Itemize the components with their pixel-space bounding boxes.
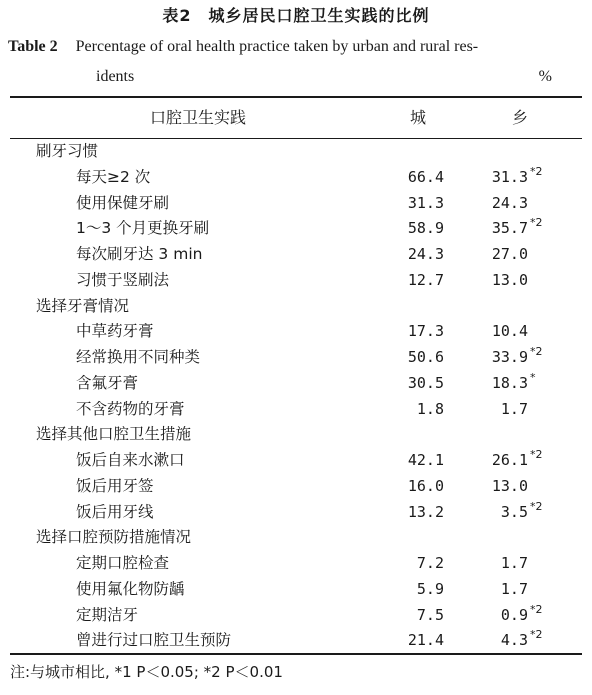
urban-value: 31.3 bbox=[407, 193, 444, 212]
rural-value: 13.0 bbox=[491, 476, 528, 495]
urban-value: 5.9 bbox=[416, 579, 444, 598]
rural-value: 13.0 bbox=[491, 270, 528, 289]
urban-value: 7.5 bbox=[416, 605, 444, 624]
row-label: 饭后用牙签 bbox=[76, 476, 154, 495]
table-body bbox=[0, 139, 592, 654]
urban-value: 12.7 bbox=[407, 270, 444, 289]
table-title-en-line1: Percentage of oral health practice taken by urban and rural res- bbox=[75, 38, 479, 55]
urban-value: 24.3 bbox=[407, 245, 444, 263]
group-label: 选择牙膏情况 bbox=[36, 296, 130, 315]
urban-value: 66.4 bbox=[407, 167, 444, 186]
table-row bbox=[0, 165, 592, 191]
rural-value: 1.7 bbox=[500, 554, 528, 572]
row-label: 每次刷牙达 3 min bbox=[76, 245, 203, 263]
significance-mark: *2 bbox=[530, 448, 543, 461]
table-note: 注:与城市相比, *1 P＜0.05; *2 P＜0.01 bbox=[10, 663, 283, 681]
table-row bbox=[0, 603, 592, 629]
row-label: 每天≥2 次 bbox=[76, 167, 151, 186]
row-label: 中草药牙膏 bbox=[76, 322, 154, 341]
table-row bbox=[0, 345, 592, 371]
table-row bbox=[0, 371, 592, 397]
table-row bbox=[0, 242, 592, 268]
rural-value: 27.0 bbox=[491, 245, 528, 263]
rural-value: 31.3 bbox=[491, 167, 528, 186]
significance-mark: *2 bbox=[530, 499, 543, 513]
significance-mark: *2 bbox=[530, 602, 543, 616]
table-label: Table 2 bbox=[8, 38, 58, 55]
rural-value: 1.7 bbox=[500, 399, 528, 418]
header-practice: 口腔卫生实践 bbox=[150, 108, 247, 127]
rural-value: 26.1 bbox=[491, 451, 528, 469]
row-label: 经常换用不同种类 bbox=[76, 348, 201, 366]
table-title-cn: 表2 城乡居民口腔卫生实践的比例 bbox=[162, 6, 430, 25]
row-label: 习惯于竖刷法 bbox=[76, 270, 170, 289]
row-label: 含氟牙膏 bbox=[76, 373, 139, 392]
table-group-row bbox=[0, 294, 592, 320]
table-row bbox=[0, 500, 592, 526]
table-row bbox=[0, 191, 592, 217]
table-group-row bbox=[0, 422, 592, 448]
urban-value: 13.2 bbox=[407, 502, 444, 521]
table-title-en-line2: idents bbox=[96, 68, 135, 85]
row-label: 定期洁牙 bbox=[76, 605, 139, 624]
urban-value: 16.0 bbox=[407, 476, 444, 495]
row-label: 定期口腔检查 bbox=[76, 554, 170, 572]
urban-value: 21.4 bbox=[407, 631, 444, 650]
urban-value: 17.3 bbox=[407, 322, 444, 341]
row-label: 曾进行过口腔卫生预防 bbox=[76, 631, 232, 650]
table-row bbox=[0, 397, 592, 423]
significance-mark: *2 bbox=[530, 628, 543, 642]
rural-value: 33.9 bbox=[491, 348, 528, 366]
urban-value: 1.8 bbox=[416, 399, 444, 418]
header-rural: 乡 bbox=[512, 108, 529, 127]
table-group-row bbox=[0, 139, 592, 165]
row-label: 不含药物的牙膏 bbox=[76, 399, 185, 418]
unit-label: % bbox=[538, 68, 552, 85]
urban-value: 7.2 bbox=[416, 554, 444, 572]
table-row bbox=[0, 216, 592, 242]
table-row bbox=[0, 628, 592, 654]
rural-value: 0.9 bbox=[500, 605, 528, 624]
rural-value: 10.4 bbox=[491, 322, 528, 341]
row-label: 使用氟化物防龋 bbox=[76, 579, 185, 598]
rural-value: 3.5 bbox=[500, 502, 528, 521]
significance-mark: *2 bbox=[530, 345, 543, 358]
rural-value: 4.3 bbox=[500, 631, 528, 650]
rural-value: 35.7 bbox=[491, 219, 528, 238]
row-label: 1～3 个月更换牙刷 bbox=[76, 219, 210, 238]
table-group-row bbox=[0, 525, 592, 551]
rural-value: 18.3 bbox=[491, 373, 528, 392]
urban-value: 50.6 bbox=[407, 348, 444, 366]
top-rule bbox=[10, 96, 582, 98]
bottom-rule bbox=[10, 653, 582, 655]
group-label: 选择口腔预防措施情况 bbox=[36, 528, 192, 547]
urban-value: 42.1 bbox=[407, 451, 444, 469]
urban-value: 30.5 bbox=[407, 373, 444, 392]
table-title-en bbox=[8, 32, 583, 92]
table-row bbox=[0, 474, 592, 500]
row-label: 饭后自来水漱口 bbox=[76, 451, 185, 469]
table-row bbox=[0, 268, 592, 294]
significance-mark: *2 bbox=[530, 164, 543, 178]
group-label: 选择其他口腔卫生措施 bbox=[36, 425, 192, 444]
header-urban: 城 bbox=[410, 108, 427, 127]
rural-value: 1.7 bbox=[500, 579, 528, 598]
group-label: 刷牙习惯 bbox=[36, 142, 99, 160]
significance-mark: *2 bbox=[530, 216, 543, 230]
rural-value: 24.3 bbox=[491, 193, 528, 212]
row-label: 使用保健牙刷 bbox=[76, 193, 170, 212]
table-row bbox=[0, 319, 592, 345]
row-label: 饭后用牙线 bbox=[76, 502, 154, 521]
table-row bbox=[0, 551, 592, 577]
table-row bbox=[0, 448, 592, 474]
table-row bbox=[0, 577, 592, 603]
significance-mark: * bbox=[530, 370, 536, 384]
urban-value: 58.9 bbox=[407, 219, 444, 238]
